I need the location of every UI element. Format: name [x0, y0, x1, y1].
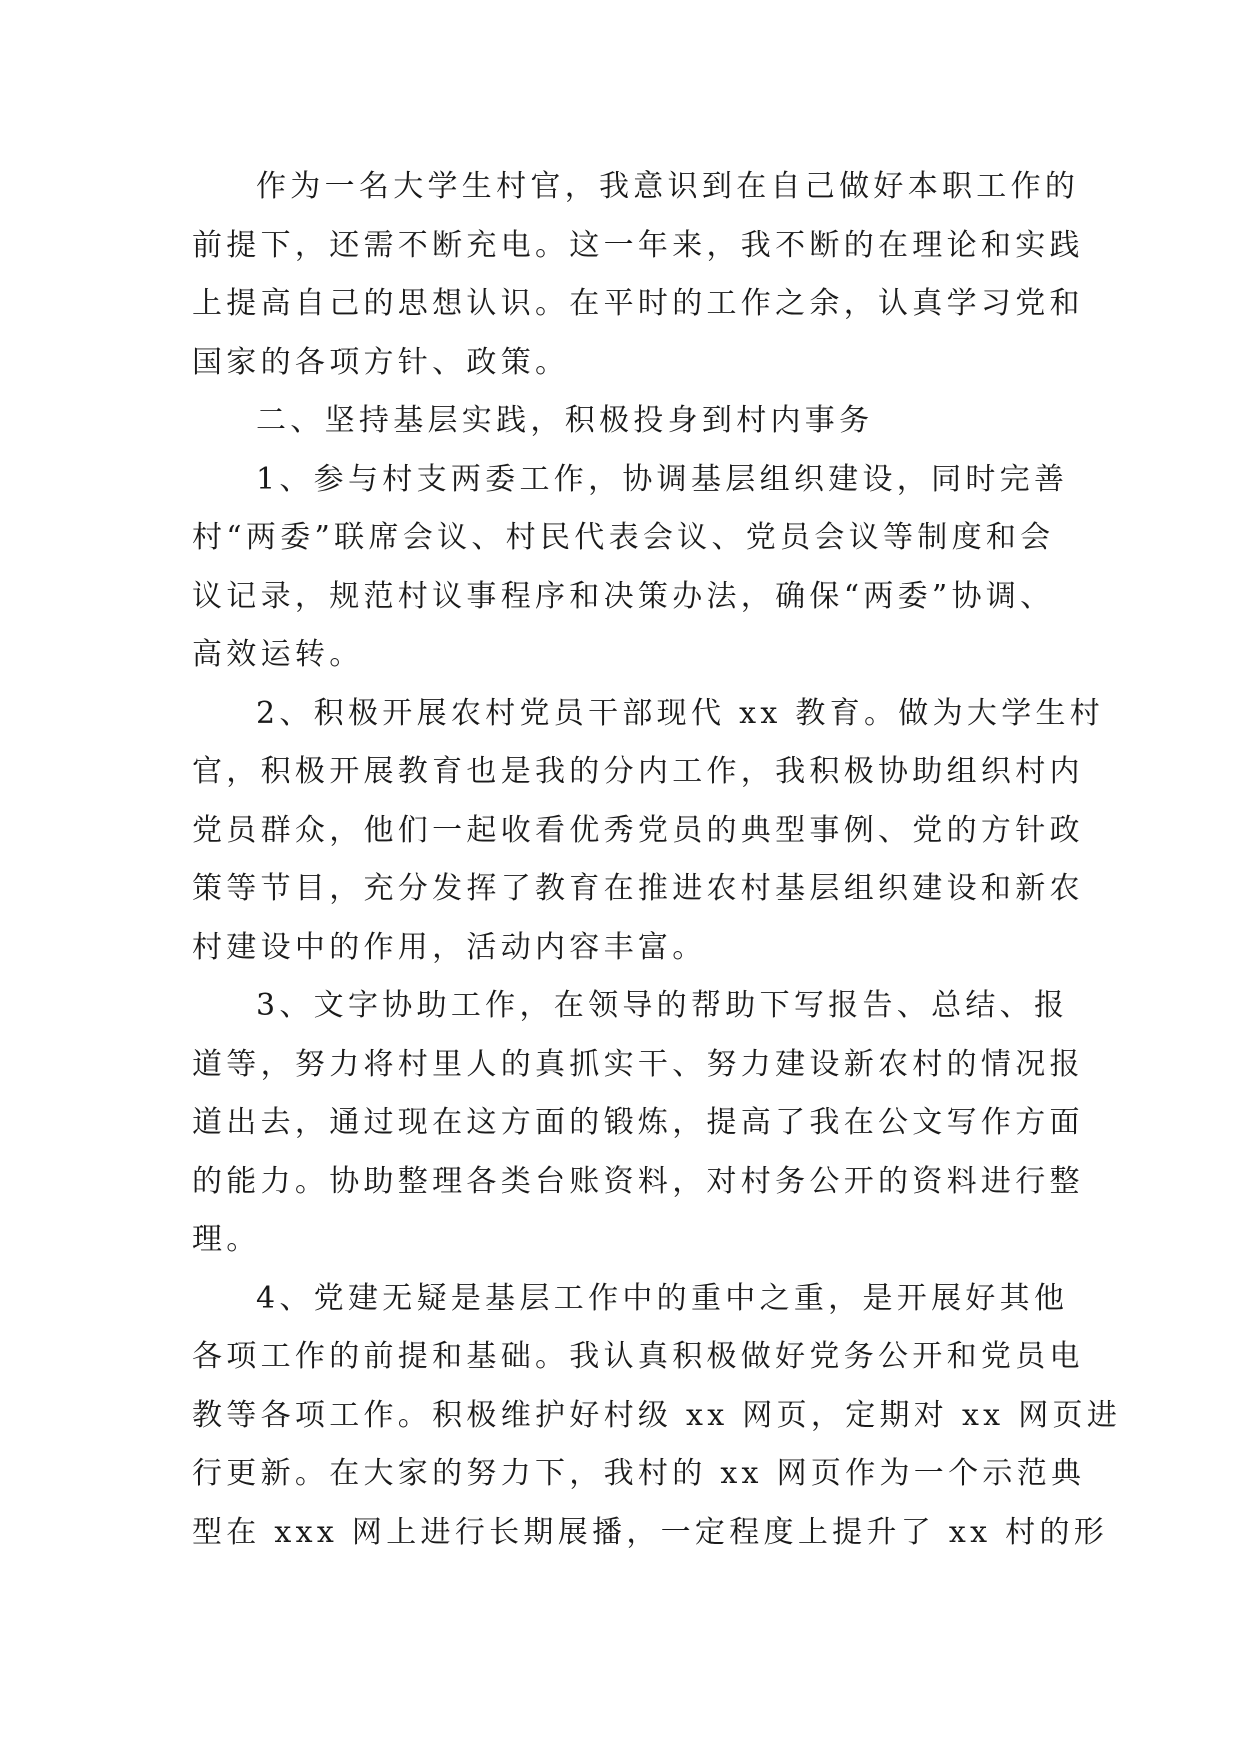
item-1-line-4: 高效运转。	[192, 637, 364, 672]
item-3-line-3: 道出去，通过现在这方面的锻炼，提高了我在公文写作方面	[192, 1105, 1084, 1140]
section-heading: 二、坚持基层实践，积极投身到村内事务	[256, 403, 874, 438]
item-4-line-3: 教等各项工作。积极维护好村级 xx 网页，定期对 xx 网页进	[192, 1397, 1122, 1433]
item-3-line-5: 理。	[192, 1222, 261, 1257]
paragraph-1-line-1: 作为一名大学生村官，我意识到在自己做好本职工作的	[256, 169, 1080, 204]
item-4-line-5: 型在 xxx 网上进行长期展播，一定程度上提升了 xx 村的形	[192, 1514, 1109, 1550]
item-4-line-4: 行更新。在大家的努力下，我村的 xx 网页作为一个示范典	[192, 1456, 1086, 1491]
document-body	[192, 158, 1122, 1562]
item-2-line-4: 策等节目，充分发挥了教育在推进农村基层组织建设和新农	[192, 871, 1084, 906]
item-3-line-2: 道等，努力将村里人的真抓实干、努力建设新农村的情况报	[192, 1046, 1084, 1082]
item-1-line-3: 议记录，规范村议事程序和决策办法，确保“两委”协调、	[192, 578, 1055, 614]
item-4-line-1: 4、党建无疑是基层工作中的重中之重，是开展好其他	[256, 1280, 1069, 1316]
item-3-line-4: 的能力。协助整理各类台账资料，对村务公开的资料进行整	[192, 1163, 1084, 1199]
item-2-line-3: 党员群众，他们一起收看优秀党员的典型事例、党的方针政	[192, 812, 1084, 848]
item-2-line-5: 村建设中的作用，活动内容丰富。	[192, 929, 707, 965]
item-1-line-2: 村“两委”联席会议、村民代表会议、党员会议等制度和会	[192, 520, 1055, 555]
item-1-line-1: 1、参与村支两委工作，协调基层组织建设，同时完善	[256, 461, 1069, 497]
item-2-line-2: 官，积极开展教育也是我的分内工作，我积极协助组织村内	[192, 754, 1084, 789]
paragraph-1-line-2: 前提下，还需不断充电。这一年来，我不断的在理论和实践	[192, 227, 1084, 263]
item-2-line-1: 2、积极开展农村党员干部现代 xx 教育。做为大学生村	[256, 695, 1105, 731]
item-4-line-2: 各项工作的前提和基础。我认真积极做好党务公开和党员电	[192, 1339, 1084, 1374]
paragraph-1-line-3: 上提高自己的思想认识。在平时的工作之余，认真学习党和	[192, 286, 1084, 321]
paragraph-1-line-4: 国家的各项方针、政策。	[192, 344, 570, 380]
item-3-line-1: 3、文字协助工作，在领导的帮助下写报告、总结、报	[256, 988, 1069, 1023]
